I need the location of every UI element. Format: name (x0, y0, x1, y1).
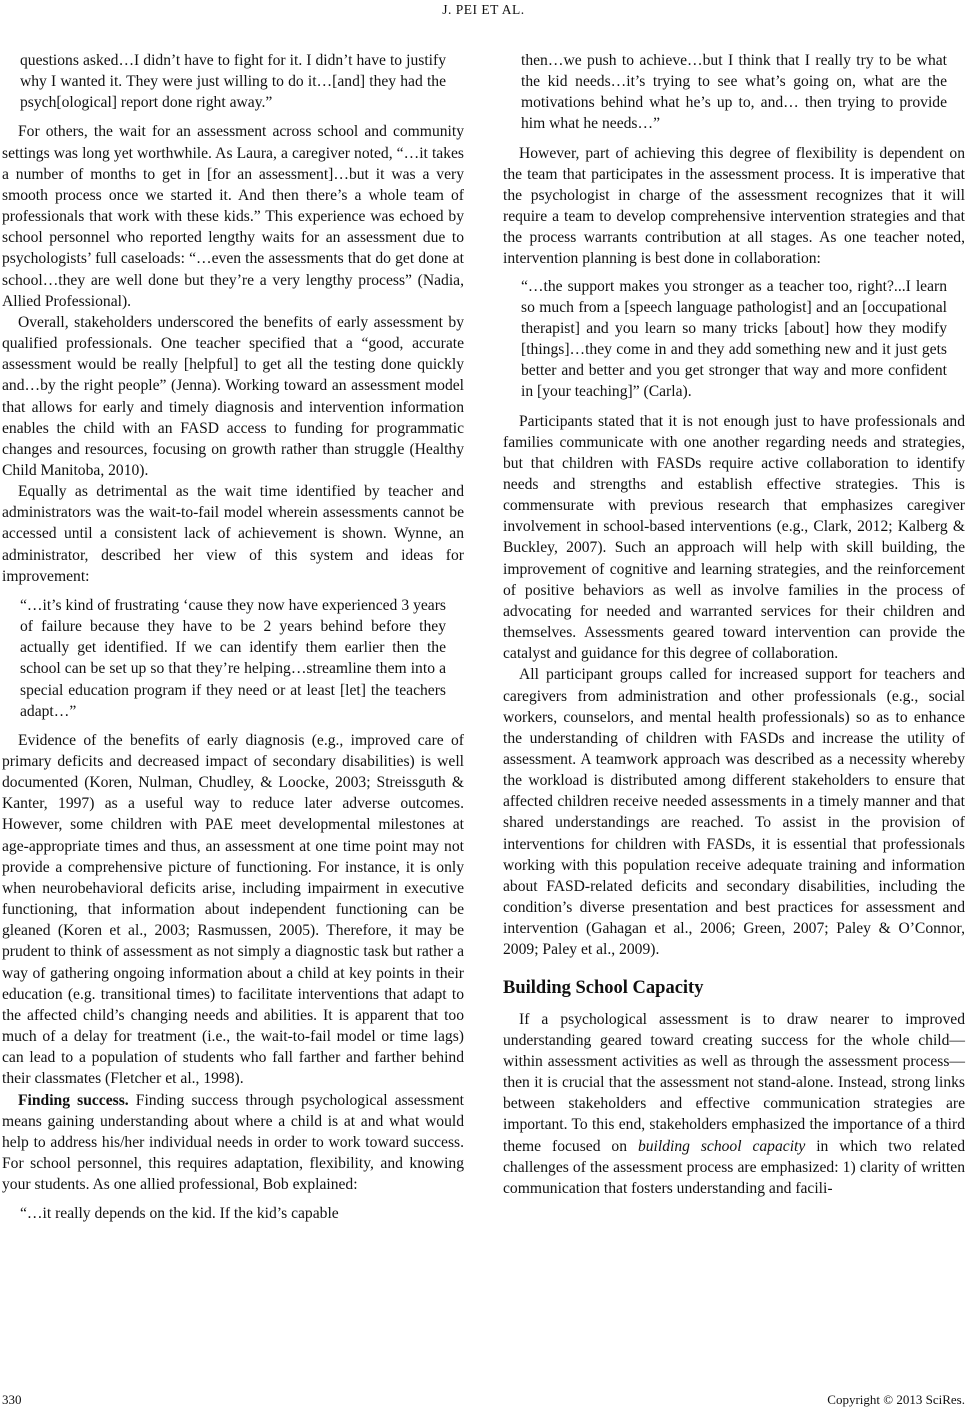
running-head: J. PEI ET AL. (442, 2, 525, 17)
paragraph-text: If a psychological assessment is to draw nearer to improved understanding geared toward creating success for the whole child—within assessment activities as well as through the assessment process—then it is crucial that the assessment not stand-alone. Instead, strong links between stakeholders and effective communication strategies are important. To this end, stakeholders emphasized the importance of a third theme focused on (503, 1010, 965, 1155)
left-column (2, 50, 464, 1374)
paragraph-text: in which two related challenges of the assessment process are emphasized: 1) clarity of written communication that fosters understanding and facili- (503, 1137, 965, 1197)
paragraph-text: Finding success through psychological assessment means gaining understanding about where a child is at and what would help to address his/her individual needs in order to work toward success. For school personnel, this requires adaptation, flexibility, and knowing your students. As one allied professional, Bob explained: (2, 1091, 464, 1194)
right-column (503, 50, 965, 1374)
paragraph: Overall, stakeholders underscored the benefits of early assessment by qualified professionals. One teacher specified that a “good, accurate assessment would be really [helpful] to get all the testing done quickly and…by the right people” (Jenna). Working toward an assessment model that allows for early and timely diagnosis and intervention information enables the child with an FASD access to funding for programmatic changes and resources, focusing on growth rather than struggle (Healthy Child Manitoba, 2010). (2, 313, 464, 479)
section-heading: Building School Capacity (503, 977, 704, 998)
paragraph: Equally as detrimental as the wait time identified by teacher and administrators was the wait-to-fail model wherein assessments cannot be accessed until a consistent lack of achievement is shown. Wynne, an administrator, described her view of this system and ideas for improvement: (2, 483, 464, 585)
run-in-heading: Finding success. (18, 1091, 129, 1109)
page-number: 330 (2, 1392, 22, 1407)
paragraph: Evidence of the benefits of early diagnosis (e.g., improved care of primary deficits and decreased impact of secondary disabilities) is well documented (Koren, Nulman, Chudley, & Loocke, 2003; Streissguth & Kanter, 1997) as a useful way to reduce later adverse outcomes. However, some children with PAE meet developmental milestones at age-appropriate times and thus, an assessment at one time point may not provide a comprehensive picture of functioning. For instance, it is only when neurobehavioral deficits arise, including impairment in executive functioning, that information about independent functioning can be gleaned (Koren et al., 2003; Rasmussen, 2005). Therefore, it may be prudent to think of assessment as not simply a diagnostic task but rather a way of gathering ongoing information about a child at key points in their education (e.g. transitional times) to facilitate interventions that adapt to the affected child’s changing needs and abilities. It is apparent that too much of a delay for treatment (i.e., the wait-to-fail model or time lags) can lead to a population of students who fall farther and farther behind their classmates (Fletcher et al., 1998). (2, 731, 464, 1088)
copyright-notice: Copyright © 2013 SciRes. (827, 1392, 965, 1407)
paragraph: For others, the wait for an assessment across school and community settings was long yet worthwhile. As Laura, a caregiver noted, “…it takes a number of months to get in [for an assessment]…but it was a very smooth process once we started it. And then there’s a whole team of professionals that work with these kids.” This experience was echoed by school personnel who reported lengthy waits for an assessment due to psychologists’ full caseloads: “…even the assessments that do get done at school…they are well done but they’re a very lengthy process” (Nadia, Allied Professional). (2, 123, 464, 310)
paragraph: Participants stated that it is not enough just to have professionals and families communicate with one another regarding needs and strategies, but that children with FASDs require active collaboration to identify needs and strengths and establish effective strategies. This is commensurate with previous research that emphasizes caregiver involvement in school-based interventions (e.g., Clark, 2012; Kalberg & Buckley, 2007). Such an approach will help with skill building, the improvement of cognitive and learning strategies, and the reinforcement of positive behaviors as well as involve families in the process of advocating for needed and warranted services for their children and themselves. Assessments geared toward intervention can provide the catalyst and guidance for this degree of collaboration. (503, 412, 965, 663)
paragraph: All participant groups called for increased support for teachers and caregivers from administration and other professionals (e.g., social workers, counselors, and mental health professionals) so as to enhance the understanding of children with FASDs and increase the utility of assessment. A teamwork approach was described as a necessity whereby the workload is distributed among different stakeholders to ensure that affected children receive needed assessments in a timely manner and that shared understandings are reached. To assist in the provision of interventions for children with FASDs, it is essential that professionals working with this population receive adequate training and information about FASD-related deficits and secondary disabilities, including the condition’s diverse presentation and best practices for assessment and intervention (Gahagan et al., 2006; Green, 2007; Paley & O’Connor, 2009; Paley et al., 2009). (503, 666, 965, 959)
paragraph-finding-success (2, 1090, 464, 1196)
block-quote: “…it’s kind of frustrating ‘cause they now have experienced 3 years of failure because they have to be 2 years behind before they actually get identified. If we can identify them earlier then the school can be set up so that they’re helping…streamline them into a special education program if they need or at least [let] the teachers adapt…” (20, 596, 446, 720)
emphasis: building school capacity (637, 1137, 806, 1155)
block-quote: “…it really depends on the kid. If the kid’s capable (20, 1205, 339, 1223)
paragraph (503, 1009, 965, 1199)
block-quote: “…the support makes you stronger as a teacher too, right?...I learn so much from a [speech language pathologist] and an [occupational therapist] and you learn so many tricks [about] how they modify [things]…they come in and they add something new and it just gets better and better and you get stronger that way and more confident in [your teaching]” (Carla). (521, 277, 947, 401)
paragraph: However, part of achieving this degree of flexibility is dependent on the team that participates in the assessment process. It is imperative that the psychologist in charge of the assessment recognizes that it will require a team to develop comprehensive intervention strategies and that the process warrants contribution at all stages. As one teacher noted, intervention planning is best done in collaboration: (503, 144, 965, 268)
block-quote: questions asked…I didn’t have to fight for it. I didn’t have to justify why I wanted it. They were just willing to do it…[and] they had the psych[ological] report done right away.” (20, 52, 446, 112)
block-quote: then…we push to achieve…but I think that I really try to be what the kid needs…it’s trying to see what’s going on, what are the motivations behind what he’s up to, and… then trying to provide him what he needs…” (521, 52, 947, 133)
